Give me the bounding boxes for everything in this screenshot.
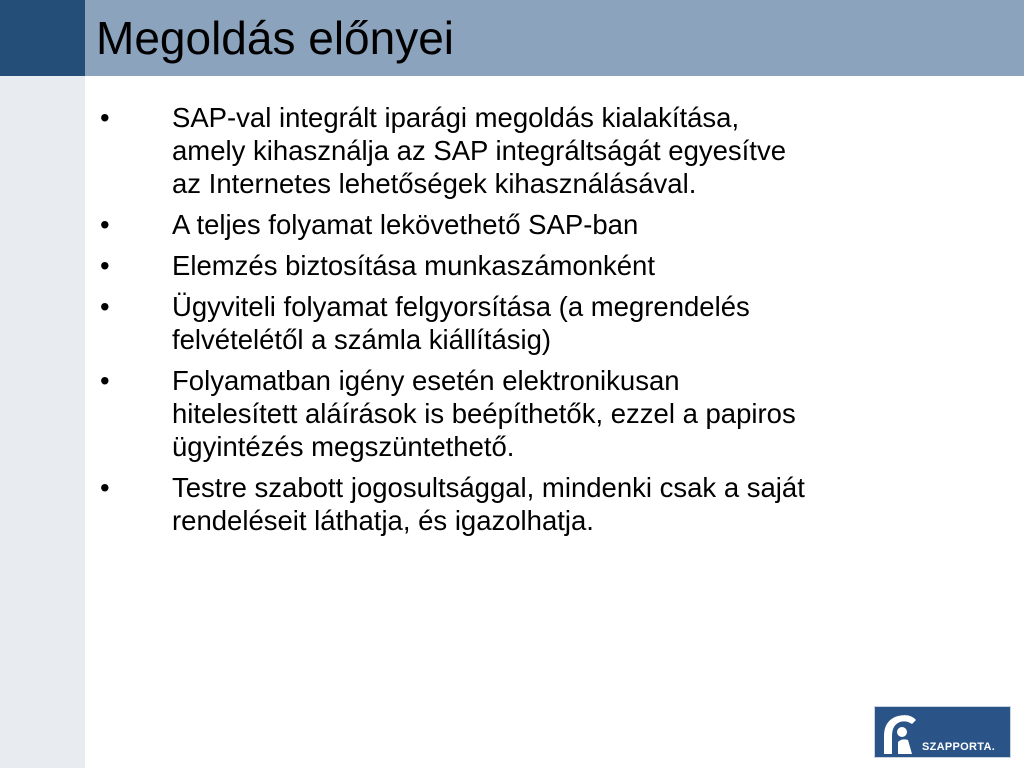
szapporta-logo-icon xyxy=(878,710,922,756)
logo-text: SZAPPORTA. xyxy=(922,741,996,753)
bullet-item xyxy=(100,364,980,463)
bullet-text-line: az Internetes lehetőségek kihasználásával. xyxy=(172,168,697,199)
bullet-marker: • xyxy=(100,250,110,281)
bullet-text-line: hitelesített aláírások is beépíthetők, ezzel a papiros xyxy=(172,398,796,429)
bullet-marker: • xyxy=(100,291,110,322)
bullet-text-line: SAP-val integrált iparági megoldás kialakítása, xyxy=(172,102,740,133)
bullet-text-line: Elemzés biztosítása munkaszámonként xyxy=(172,250,655,281)
bullet-text-line: amely kihasználja az SAP integráltságát egyesítve xyxy=(172,135,786,166)
company-logo xyxy=(874,706,1011,758)
bullet-text-line: Ügyviteli folyamat felgyorsítása (a megrendelés xyxy=(172,291,750,322)
slide-title: Megoldás előnyei xyxy=(96,12,455,64)
bullet-marker: • xyxy=(100,365,110,396)
bullet-item xyxy=(100,208,980,241)
header-corner-block xyxy=(0,0,85,76)
bullet-marker: • xyxy=(100,209,110,240)
bullet-list xyxy=(100,101,980,545)
bullet-marker: • xyxy=(100,102,110,133)
bullet-item xyxy=(100,249,980,282)
bullet-text-line: ügyintézés megszüntethető. xyxy=(172,431,515,462)
bullet-text-line: felvételétől a számla kiállításig) xyxy=(172,324,552,355)
bullet-text-line: rendeléseit láthatja, és igazolhatja. xyxy=(172,505,594,536)
bullet-text-line: Folyamatban igény esetén elektronikusan xyxy=(172,365,680,396)
bullet-item xyxy=(100,290,980,356)
bullet-item xyxy=(100,471,980,537)
bullet-text-line: Testre szabott jogosultsággal, mindenki csak a saját xyxy=(172,472,805,503)
bullet-item xyxy=(100,101,980,200)
bullet-text-line: A teljes folyamat lekövethető SAP-ban xyxy=(172,209,639,240)
left-side-strip xyxy=(0,76,85,768)
bullet-marker: • xyxy=(100,472,110,503)
